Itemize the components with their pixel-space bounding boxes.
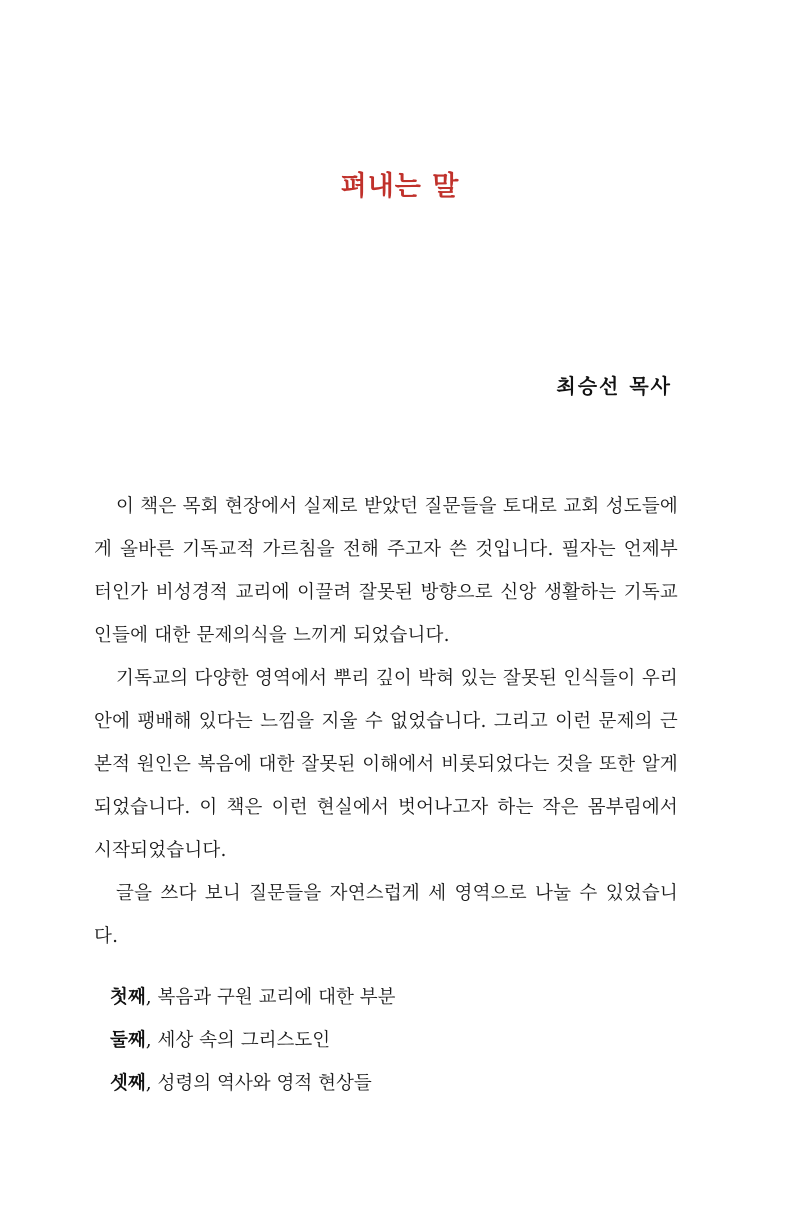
list-item-text: , 성령의 역사와 영적 현상들 <box>145 1073 372 1094</box>
paragraph-2: 기독교의 다양한 영역에서 뿌리 깊이 박혀 있는 잘못된 인식들이 우리 안에 팽배해 있다는 느낌을 지울 수 없었습니다. 그리고 이런 문제의 근본적 원인은 복음에 대한 잘못된 이해에서 비롯되었다는 것을 또한 알게 되었습니다. 이 책은 이런 현실에서 벗어나고자 하는 작은 몸부림에서 시작되었습니다. <box>94 668 678 861</box>
paragraph-3: 글을 쓰다 보니 질문들을 자연스럽게 세 영역으로 나눌 수 있었습니다. <box>94 883 678 947</box>
paragraph-1: 이 책은 목회 현장에서 실제로 받았던 질문들을 토대로 교회 성도들에게 올바른 기독교적 가르침을 전해 주고자 쓴 것입니다. 필자는 언제부터인가 비성경적 교리에 이끌려 잘못된 방향으로 신앙 생활하는 기독교인들에 대한 문제의식을 느끼게 되었습니다. <box>94 496 678 646</box>
list-ordinal: 셋째 <box>110 1073 146 1094</box>
list-item-third <box>110 1062 670 1105</box>
list-item-second <box>110 1019 670 1062</box>
page-title: 펴내는 말 <box>340 171 460 202</box>
preface-body <box>94 485 678 958</box>
list-ordinal: 둘째 <box>110 1030 146 1051</box>
author-name: 최승선 목사 <box>556 374 672 398</box>
topic-list <box>110 976 670 1105</box>
list-item-first <box>110 976 670 1019</box>
list-ordinal: 첫째 <box>110 987 146 1008</box>
list-item-text: , 세상 속의 그리스도인 <box>145 1030 331 1051</box>
list-item-text: , 복음과 구원 교리에 대한 부분 <box>145 987 396 1008</box>
